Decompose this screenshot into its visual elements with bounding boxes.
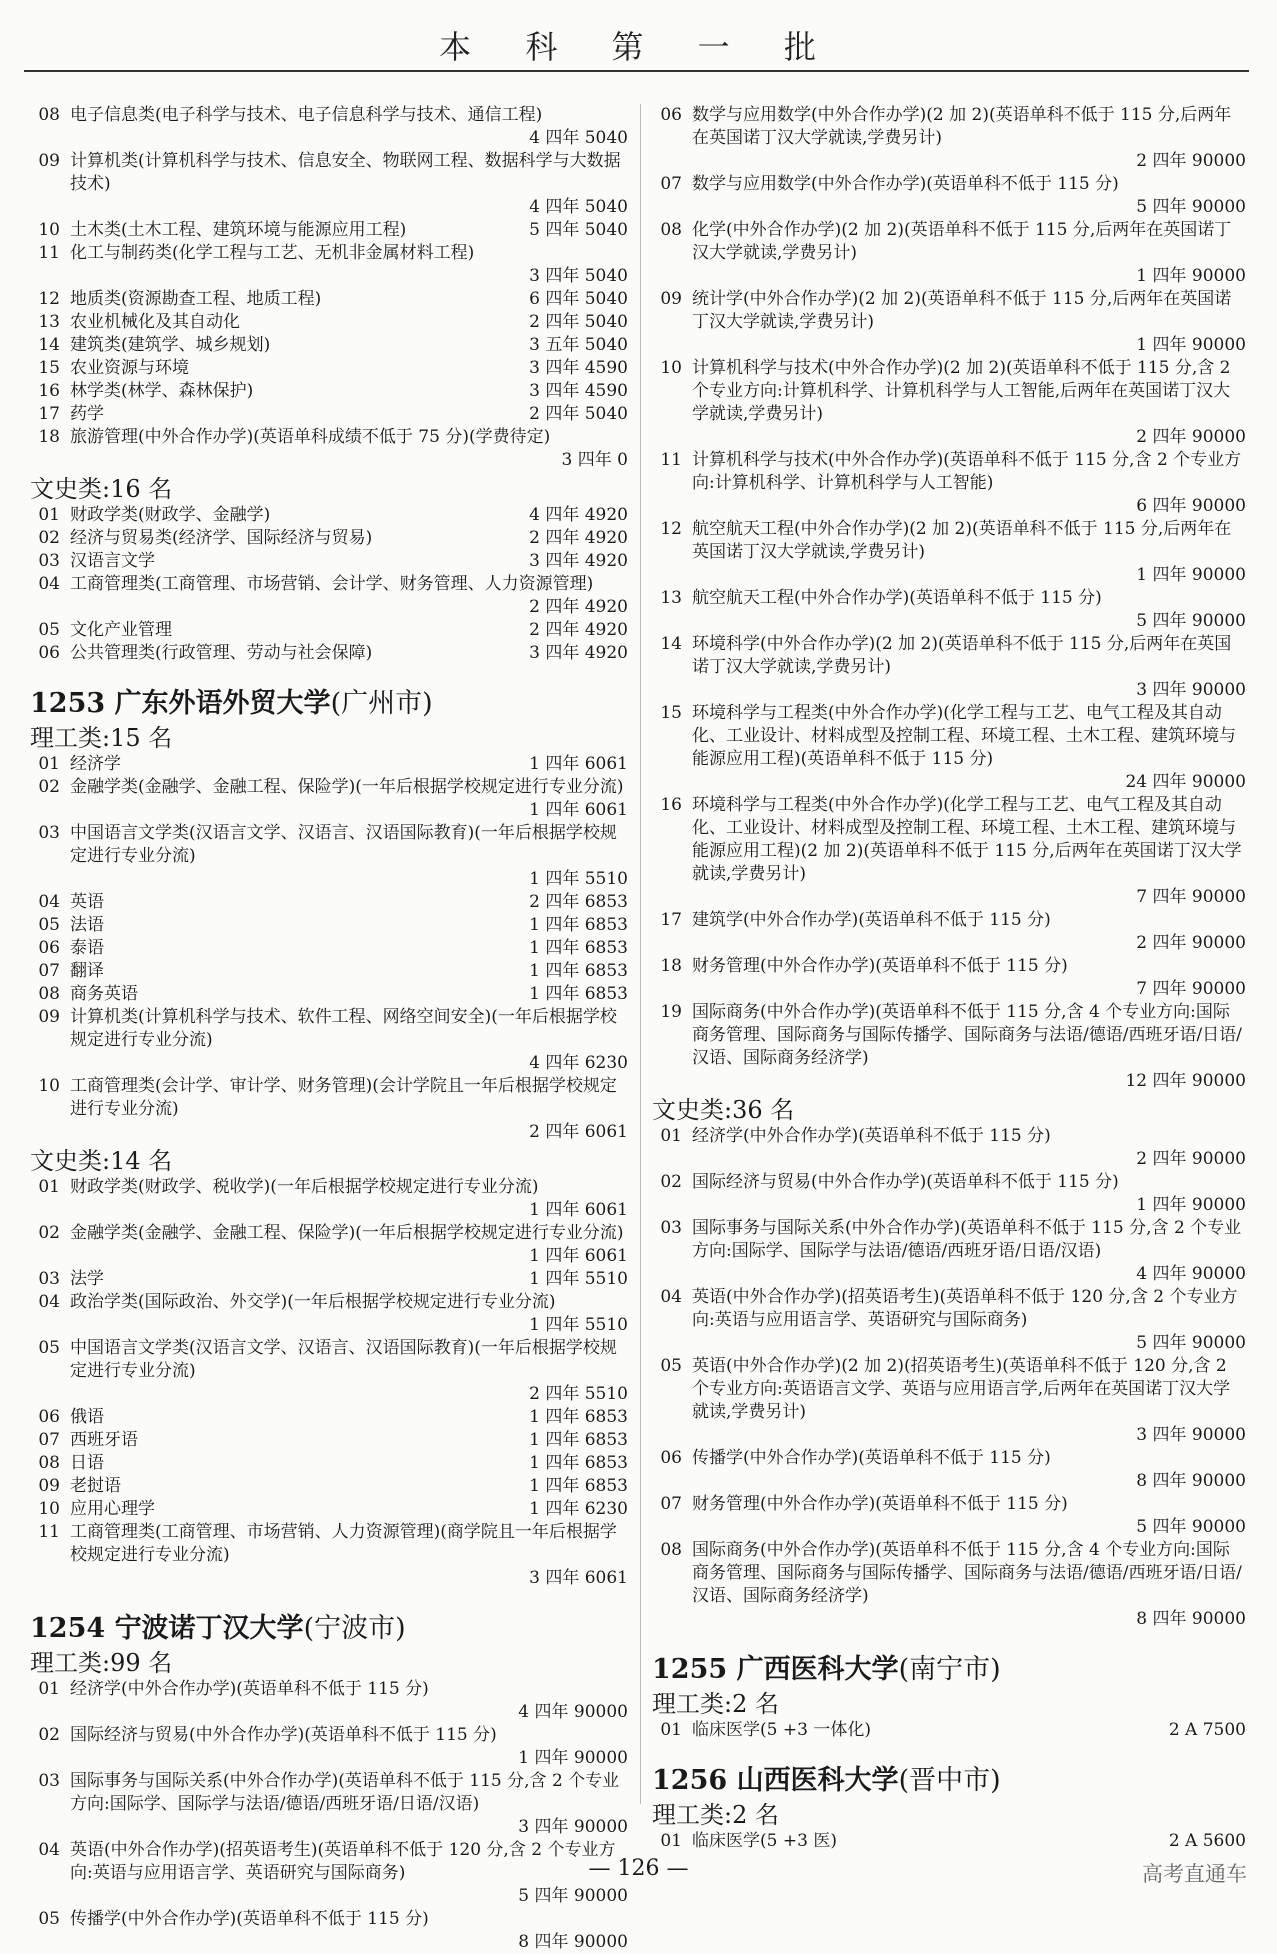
plan-quota: 1 四年 6853 bbox=[529, 915, 628, 935]
university-title bbox=[652, 1764, 1248, 1798]
plan-quota: 1 四年 6853 bbox=[529, 984, 628, 1004]
plan-quota: 1 四年 6061 bbox=[529, 1200, 628, 1220]
major-code: 18 bbox=[660, 956, 682, 976]
plan-quota: 1 四年 90000 bbox=[1136, 1195, 1246, 1215]
major-name: 建筑类(建筑学、城乡规划) bbox=[70, 335, 271, 355]
major-entry bbox=[30, 983, 630, 1006]
left-column bbox=[30, 104, 630, 1954]
plan-quota: 1 四年 6853 bbox=[529, 1407, 628, 1427]
major-name: 金融学类(金融学、金融工程、保险学)(一年后根据学校规定进行专业分流) bbox=[70, 777, 624, 797]
major-code: 09 bbox=[660, 289, 682, 309]
plan-quota: 3 四年 4920 bbox=[529, 551, 628, 571]
major-code: 19 bbox=[660, 1002, 682, 1022]
plan-quota: 2 四年 6853 bbox=[529, 892, 628, 912]
major-code: 04 bbox=[38, 1840, 60, 1860]
major-name: 工商管理类(工商管理、市场营销、会计学、财务管理、人力资源管理) bbox=[70, 574, 594, 594]
university-city: (宁波市) bbox=[303, 1613, 406, 1644]
major-code: 07 bbox=[660, 174, 682, 194]
major-entry bbox=[652, 1286, 1248, 1355]
major-name: 工商管理类(工商管理、市场营销、人力资源管理)(商学院且一年后根据学校规定进行专业分流) bbox=[70, 1522, 617, 1565]
major-entry bbox=[30, 891, 630, 914]
university-title bbox=[30, 687, 630, 721]
plan-quota: 2 四年 6061 bbox=[529, 1122, 628, 1142]
major-code: 06 bbox=[660, 105, 682, 125]
major-code: 11 bbox=[38, 1522, 60, 1542]
major-name: 国际商务(中外合作办学)(英语单科不低于 115 分,含 4 个专业方向:国际商务管理、国际商务与国际传播学、国际商务与法语/德语/西班牙语/日语/汉语、国际商务经济学) bbox=[692, 1002, 1242, 1068]
major-name: 数学与应用数学(中外合作办学)(英语单科不低于 115 分) bbox=[692, 174, 1119, 194]
major-code: 12 bbox=[38, 289, 60, 309]
major-name: 汉语言文学 bbox=[70, 551, 155, 571]
major-entry bbox=[30, 504, 630, 527]
major-name: 农业机械化及其自动化 bbox=[70, 312, 240, 332]
plan-quota: 2 四年 5040 bbox=[529, 312, 628, 332]
major-name: 中国语言文学类(汉语言文学、汉语言、汉语国际教育)(一年后根据学校规定进行专业分流) bbox=[70, 823, 617, 866]
major-entry bbox=[30, 619, 630, 642]
major-entry bbox=[30, 1406, 630, 1429]
university-city: (晋中市) bbox=[898, 1765, 1001, 1796]
major-entry bbox=[652, 794, 1248, 909]
category-title: 理工类:15 名 bbox=[30, 724, 173, 752]
major-entry bbox=[30, 1075, 630, 1144]
major-entry bbox=[30, 960, 630, 983]
university-title bbox=[652, 1653, 1248, 1687]
plan-quota: 2 四年 90000 bbox=[1136, 151, 1246, 171]
plan-quota: 1 四年 5510 bbox=[529, 1269, 628, 1289]
plan-quota: 1 四年 90000 bbox=[1136, 565, 1246, 585]
major-code: 09 bbox=[38, 151, 60, 171]
university-city: (广州市) bbox=[330, 688, 433, 719]
category-title: 文史类:36 名 bbox=[652, 1096, 795, 1124]
plan-quota: 5 四年 5040 bbox=[529, 220, 628, 240]
plan-quota: 1 四年 90000 bbox=[1136, 335, 1246, 355]
major-name: 西班牙语 bbox=[70, 1430, 138, 1450]
major-entry bbox=[30, 527, 630, 550]
major-code: 15 bbox=[660, 703, 682, 723]
plan-quota: 5 四年 90000 bbox=[1136, 197, 1246, 217]
plan-quota: 5 四年 90000 bbox=[1136, 1333, 1246, 1353]
major-entry bbox=[30, 380, 630, 403]
major-name: 旅游管理(中外合作办学)(英语单科成绩不低于 75 分)(学费待定) bbox=[70, 427, 551, 447]
major-code: 05 bbox=[660, 1356, 682, 1376]
major-name: 国际事务与国际关系(中外合作办学)(英语单科不低于 115 分,含 2 个专业方向:国际学、国际学与法语/德语/西班牙语/日语/汉语) bbox=[70, 1771, 620, 1814]
major-entry bbox=[30, 642, 630, 665]
major-code: 15 bbox=[38, 358, 60, 378]
major-code: 03 bbox=[660, 1218, 682, 1238]
major-entry bbox=[30, 426, 630, 472]
major-code: 10 bbox=[38, 1499, 60, 1519]
major-code: 08 bbox=[660, 1540, 682, 1560]
major-name: 财政学类(财政学、税收学)(一年后根据学校规定进行专业分流) bbox=[70, 1177, 539, 1197]
major-entry bbox=[30, 1176, 630, 1222]
major-name: 临床医学(5 +3 医) bbox=[692, 1831, 837, 1851]
major-entry bbox=[652, 1001, 1248, 1093]
major-name: 文化产业管理 bbox=[70, 620, 172, 640]
major-entry bbox=[30, 776, 630, 822]
plan-quota: 2 A 5600 bbox=[1168, 1831, 1246, 1851]
plan-quota: 1 四年 5510 bbox=[529, 869, 628, 889]
plan-quota: 2 四年 5510 bbox=[529, 1384, 628, 1404]
major-code: 01 bbox=[660, 1126, 682, 1146]
plan-quota: 2 四年 4920 bbox=[529, 620, 628, 640]
major-name: 翻译 bbox=[70, 961, 104, 981]
major-code: 06 bbox=[38, 1407, 60, 1427]
major-name: 政治学类(国际政治、外交学)(一年后根据学校规定进行专业分流) bbox=[70, 1292, 556, 1312]
major-code: 13 bbox=[38, 312, 60, 332]
major-name: 计算机类(计算机科学与技术、软件工程、网络空间安全)(一年后根据学校规定进行专业分流) bbox=[70, 1007, 617, 1050]
major-name: 电子信息类(电子科学与技术、电子信息科学与技术、通信工程) bbox=[70, 105, 543, 125]
major-code: 03 bbox=[38, 551, 60, 571]
plan-quota: 3 四年 90000 bbox=[1136, 1425, 1246, 1445]
plan-quota: 2 四年 90000 bbox=[1136, 427, 1246, 447]
major-entry bbox=[30, 288, 630, 311]
major-name: 泰语 bbox=[70, 938, 104, 958]
category-title: 理工类:99 名 bbox=[30, 1649, 173, 1677]
major-code: 08 bbox=[38, 1453, 60, 1473]
major-entry bbox=[30, 1337, 630, 1406]
major-entry bbox=[652, 518, 1248, 587]
major-entry bbox=[30, 242, 630, 288]
major-entry bbox=[30, 1452, 630, 1475]
major-name: 计算机类(计算机科学与技术、信息安全、物联网工程、数据科学与大数据技术) bbox=[70, 151, 621, 194]
major-name: 土木类(土木工程、建筑环境与能源应用工程) bbox=[70, 220, 407, 240]
major-name: 计算机科学与技术(中外合作办学)(2 加 2)(英语单科不低于 115 分,含 2 个专业方向:计算机科学、计算机科学与人工智能,后两年在英国诺丁汉大学就读,学费另计) bbox=[692, 358, 1231, 424]
watermark-text: 高考直通车 bbox=[1142, 1862, 1247, 1886]
major-name: 中国语言文学类(汉语言文学、汉语言、汉语国际教育)(一年后根据学校规定进行专业分流) bbox=[70, 1338, 617, 1381]
major-code: 04 bbox=[38, 1292, 60, 1312]
major-code: 05 bbox=[38, 620, 60, 640]
major-code: 17 bbox=[38, 404, 60, 424]
major-name: 化工与制药类(化学工程与工艺、无机非金属材料工程) bbox=[70, 243, 475, 263]
major-name: 财政学类(财政学、金融学) bbox=[70, 505, 271, 525]
university-code: 1253 bbox=[30, 688, 106, 719]
plan-quota: 1 四年 6853 bbox=[529, 938, 628, 958]
university-name: 广西医科大学 bbox=[736, 1654, 899, 1685]
major-entry bbox=[652, 449, 1248, 518]
major-name: 英语(中外合作办学)(招英语考生)(英语单科不低于 120 分,含 2 个专业方向:英语与应用语言学、英语研究与国际商务) bbox=[70, 1840, 616, 1883]
major-name: 传播学(中外合作办学)(英语单科不低于 115 分) bbox=[692, 1448, 1051, 1468]
major-code: 02 bbox=[660, 1172, 682, 1192]
major-name: 国际事务与国际关系(中外合作办学)(英语单科不低于 115 分,含 2 个专业方向:国际学、国际学与法语/德语/西班牙语/日语/汉语) bbox=[692, 1218, 1242, 1261]
major-code: 09 bbox=[38, 1007, 60, 1027]
page-number: — 126 — bbox=[588, 1856, 689, 1881]
major-entry bbox=[30, 1268, 630, 1291]
plan-quota: 4 四年 90000 bbox=[1136, 1264, 1246, 1284]
major-name: 国际经济与贸易(中外合作办学)(英语单科不低于 115 分) bbox=[692, 1172, 1119, 1192]
university-city: (南宁市) bbox=[898, 1654, 1001, 1685]
major-entry bbox=[652, 633, 1248, 702]
major-entry bbox=[30, 937, 630, 960]
major-code: 14 bbox=[38, 335, 60, 355]
plan-quota: 3 四年 4920 bbox=[529, 643, 628, 663]
major-entry bbox=[652, 1171, 1248, 1217]
major-entry bbox=[652, 1493, 1248, 1539]
major-entry bbox=[652, 1355, 1248, 1447]
major-name: 地质类(资源勘查工程、地质工程) bbox=[70, 289, 322, 309]
major-entry bbox=[30, 1429, 630, 1452]
plan-quota: 2 四年 4920 bbox=[529, 597, 628, 617]
university-name: 山西医科大学 bbox=[736, 1765, 899, 1796]
category-title: 文史类:14 名 bbox=[30, 1147, 173, 1175]
university-name: 广东外语外贸大学 bbox=[114, 688, 331, 719]
right-column bbox=[652, 104, 1248, 1853]
plan-quota: 3 四年 90000 bbox=[1136, 680, 1246, 700]
major-entry bbox=[30, 1291, 630, 1337]
major-entry bbox=[30, 357, 630, 380]
plan-quota: 3 四年 4590 bbox=[529, 381, 628, 401]
plan-quota: 24 四年 90000 bbox=[1125, 772, 1246, 792]
plan-quota: 3 四年 90000 bbox=[518, 1817, 628, 1837]
major-entry bbox=[30, 1475, 630, 1498]
major-entry bbox=[652, 909, 1248, 955]
major-entry bbox=[30, 219, 630, 242]
major-entry bbox=[30, 1724, 630, 1770]
major-code: 10 bbox=[38, 220, 60, 240]
page-header: 本 科 第 一 批 bbox=[439, 28, 838, 66]
category-title: 文史类:16 名 bbox=[30, 475, 173, 503]
major-name: 英语(中外合作办学)(2 加 2)(招英语考生)(英语单科不低于 120 分,含 2 个专业方向:英语语言文学、英语与应用语言学,后两年在英国诺丁汉大学就读,学费另计) bbox=[692, 1356, 1231, 1422]
major-code: 07 bbox=[38, 1430, 60, 1450]
major-code: 01 bbox=[38, 505, 60, 525]
major-code: 06 bbox=[660, 1448, 682, 1468]
major-code: 02 bbox=[38, 1725, 60, 1745]
plan-quota: 5 四年 90000 bbox=[1136, 1517, 1246, 1537]
major-entry bbox=[652, 104, 1248, 173]
university-title bbox=[30, 1612, 630, 1646]
major-entry bbox=[30, 104, 630, 150]
plan-quota: 2 四年 4920 bbox=[529, 528, 628, 548]
major-code: 01 bbox=[38, 1679, 60, 1699]
plan-quota: 1 四年 6853 bbox=[529, 1430, 628, 1450]
major-name: 环境科学与工程类(中外合作办学)(化学工程与工艺、电气工程及其自动化、工业设计、材料成型及控制工程、环境工程、土木工程、建筑环境与能源应用工程)(英语单科不低于 115 分) bbox=[692, 703, 1236, 769]
major-name: 国际经济与贸易(中外合作办学)(英语单科不低于 115 分) bbox=[70, 1725, 497, 1745]
plan-quota: 3 四年 5040 bbox=[529, 266, 628, 286]
major-code: 06 bbox=[38, 643, 60, 663]
university-code: 1256 bbox=[652, 1765, 728, 1796]
plan-quota: 2 四年 5040 bbox=[529, 404, 628, 424]
major-name: 经济学 bbox=[70, 754, 121, 774]
major-entry bbox=[652, 288, 1248, 357]
major-name: 英语(中外合作办学)(招英语考生)(英语单科不低于 120 分,含 2 个专业方向:英语与应用语言学、英语研究与国际商务) bbox=[692, 1287, 1238, 1330]
plan-quota: 1 四年 6061 bbox=[529, 754, 628, 774]
major-entry bbox=[652, 173, 1248, 219]
major-entry bbox=[30, 914, 630, 937]
major-entry bbox=[652, 1447, 1248, 1493]
plan-quota: 8 四年 90000 bbox=[1136, 1471, 1246, 1491]
major-name: 传播学(中外合作办学)(英语单科不低于 115 分) bbox=[70, 1909, 429, 1929]
plan-quota: 1 四年 5510 bbox=[529, 1315, 628, 1335]
plan-quota: 6 四年 90000 bbox=[1136, 496, 1246, 516]
plan-quota: 3 四年 6061 bbox=[529, 1568, 628, 1588]
major-name: 老挝语 bbox=[70, 1476, 121, 1496]
major-code: 18 bbox=[38, 427, 60, 447]
major-name: 财务管理(中外合作办学)(英语单科不低于 115 分) bbox=[692, 956, 1068, 976]
plan-quota: 1 四年 6853 bbox=[529, 1453, 628, 1473]
major-name: 航空航天工程(中外合作办学)(英语单科不低于 115 分) bbox=[692, 588, 1102, 608]
major-name: 经济学(中外合作办学)(英语单科不低于 115 分) bbox=[70, 1679, 429, 1699]
major-name: 公共管理类(行政管理、劳动与社会保障) bbox=[70, 643, 373, 663]
major-name: 林学类(林学、森林保护) bbox=[70, 381, 254, 401]
university-code: 1254 bbox=[30, 1613, 106, 1644]
major-code: 08 bbox=[38, 984, 60, 1004]
major-name: 法语 bbox=[70, 915, 104, 935]
column-divider bbox=[640, 104, 641, 1804]
major-code: 04 bbox=[38, 574, 60, 594]
major-entry bbox=[652, 702, 1248, 794]
major-code: 02 bbox=[38, 528, 60, 548]
major-code: 13 bbox=[660, 588, 682, 608]
major-entry bbox=[30, 403, 630, 426]
major-entry bbox=[30, 1521, 630, 1590]
major-name: 经济与贸易类(经济学、国际经济与贸易) bbox=[70, 528, 373, 548]
major-code: 09 bbox=[38, 1476, 60, 1496]
major-code: 04 bbox=[38, 892, 60, 912]
major-name: 商务英语 bbox=[70, 984, 138, 1004]
major-name: 计算机科学与技术(中外合作办学)(英语单科不低于 115 分,含 2 个专业方向:计算机科学、计算机科学与人工智能) bbox=[692, 450, 1242, 493]
plan-quota: 1 四年 6061 bbox=[529, 800, 628, 820]
major-entry bbox=[30, 753, 630, 776]
major-name: 日语 bbox=[70, 1453, 104, 1473]
major-code: 14 bbox=[660, 634, 682, 654]
major-name: 数学与应用数学(中外合作办学)(2 加 2)(英语单科不低于 115 分,后两年在英国诺丁汉大学就读,学费另计) bbox=[692, 105, 1232, 148]
major-name: 英语 bbox=[70, 892, 104, 912]
major-entry bbox=[652, 587, 1248, 633]
major-entry bbox=[652, 219, 1248, 288]
major-entry bbox=[30, 1222, 630, 1268]
plan-quota: 8 四年 90000 bbox=[518, 1932, 628, 1952]
major-name: 统计学(中外合作办学)(2 加 2)(英语单科不低于 115 分,后两年在英国诺丁汉大学就读,学费另计) bbox=[692, 289, 1232, 332]
major-entry bbox=[30, 822, 630, 891]
plan-quota: 6 四年 5040 bbox=[529, 289, 628, 309]
major-code: 02 bbox=[38, 1223, 60, 1243]
plan-quota: 4 四年 5040 bbox=[529, 128, 628, 148]
plan-quota: 3 四年 4590 bbox=[529, 358, 628, 378]
plan-quota: 1 四年 90000 bbox=[1136, 266, 1246, 286]
major-code: 16 bbox=[660, 795, 682, 815]
major-code: 07 bbox=[38, 961, 60, 981]
major-entry bbox=[30, 1678, 630, 1724]
plan-quota: 1 四年 6853 bbox=[529, 1476, 628, 1496]
major-name: 法学 bbox=[70, 1269, 104, 1289]
major-entry bbox=[30, 1498, 630, 1521]
major-code: 03 bbox=[38, 1269, 60, 1289]
plan-quota: 4 四年 5040 bbox=[529, 197, 628, 217]
major-code: 01 bbox=[38, 1177, 60, 1197]
major-name: 应用心理学 bbox=[70, 1499, 155, 1519]
major-entry bbox=[652, 357, 1248, 449]
major-code: 01 bbox=[38, 754, 60, 774]
major-entry bbox=[30, 1770, 630, 1839]
plan-quota: 7 四年 90000 bbox=[1136, 887, 1246, 907]
major-name: 农业资源与环境 bbox=[70, 358, 189, 378]
header-rule bbox=[24, 70, 1249, 72]
category-title: 理工类:2 名 bbox=[652, 1690, 779, 1718]
major-entry bbox=[652, 955, 1248, 1001]
major-entry bbox=[652, 1719, 1248, 1742]
major-entry bbox=[652, 1830, 1248, 1853]
major-name: 金融学类(金融学、金融工程、保险学)(一年后根据学校规定进行专业分流) bbox=[70, 1223, 624, 1243]
major-code: 02 bbox=[38, 777, 60, 797]
major-name: 财务管理(中外合作办学)(英语单科不低于 115 分) bbox=[692, 1494, 1068, 1514]
plan-quota: 12 四年 90000 bbox=[1125, 1071, 1246, 1091]
major-code: 10 bbox=[660, 358, 682, 378]
major-code: 06 bbox=[38, 938, 60, 958]
plan-quota: 1 四年 6853 bbox=[529, 961, 628, 981]
major-name: 药学 bbox=[70, 404, 104, 424]
plan-quota: 1 四年 90000 bbox=[518, 1748, 628, 1768]
major-entry bbox=[30, 1908, 630, 1954]
plan-quota: 4 四年 90000 bbox=[518, 1702, 628, 1722]
major-name: 临床医学(5 +3 一体化) bbox=[692, 1720, 871, 1740]
major-code: 12 bbox=[660, 519, 682, 539]
major-entry bbox=[652, 1539, 1248, 1631]
university-name: 宁波诺丁汉大学 bbox=[114, 1613, 304, 1644]
major-code: 01 bbox=[660, 1720, 682, 1740]
major-name: 经济学(中外合作办学)(英语单科不低于 115 分) bbox=[692, 1126, 1051, 1146]
major-entry bbox=[30, 311, 630, 334]
major-code: 03 bbox=[38, 1771, 60, 1791]
major-code: 03 bbox=[38, 823, 60, 843]
major-name: 航空航天工程(中外合作办学)(2 加 2)(英语单科不低于 115 分,后两年在英国诺丁汉大学就读,学费另计) bbox=[692, 519, 1232, 562]
major-code: 01 bbox=[660, 1831, 682, 1851]
major-code: 17 bbox=[660, 910, 682, 930]
major-code: 05 bbox=[38, 1338, 60, 1358]
major-entry bbox=[30, 1006, 630, 1075]
major-code: 11 bbox=[660, 450, 682, 470]
plan-quota: 5 四年 90000 bbox=[1136, 611, 1246, 631]
plan-quota: 1 四年 6230 bbox=[529, 1499, 628, 1519]
major-code: 11 bbox=[38, 243, 60, 263]
major-name: 工商管理类(会计学、审计学、财务管理)(会计学院且一年后根据学校规定进行专业分流) bbox=[70, 1076, 617, 1119]
plan-quota: 2 四年 90000 bbox=[1136, 933, 1246, 953]
plan-quota: 5 四年 90000 bbox=[518, 1886, 628, 1906]
major-entry bbox=[30, 334, 630, 357]
major-name: 俄语 bbox=[70, 1407, 104, 1427]
major-code: 10 bbox=[38, 1076, 60, 1096]
major-name: 环境科学与工程类(中外合作办学)(化学工程与工艺、电气工程及其自动化、工业设计、材料成型及控制工程、环境工程、土木工程、建筑环境与能源应用工程)(2 加 2)(英语单科不低于 115 分,后两年在英国诺丁汉大学就读,学费另计) bbox=[692, 795, 1242, 884]
plan-quota: 7 四年 90000 bbox=[1136, 979, 1246, 999]
major-entry bbox=[652, 1125, 1248, 1171]
major-name: 国际商务(中外合作办学)(英语单科不低于 115 分,含 4 个专业方向:国际商务管理、国际商务与国际传播学、国际商务与法语/德语/西班牙语/日语/汉语、国际商务经济学) bbox=[692, 1540, 1242, 1606]
major-code: 05 bbox=[38, 915, 60, 935]
major-code: 08 bbox=[660, 220, 682, 240]
plan-quota: 2 四年 90000 bbox=[1136, 1149, 1246, 1169]
major-code: 08 bbox=[38, 105, 60, 125]
category-title: 理工类:2 名 bbox=[652, 1801, 779, 1829]
major-code: 16 bbox=[38, 381, 60, 401]
major-entry bbox=[30, 150, 630, 219]
major-name: 建筑学(中外合作办学)(英语单科不低于 115 分) bbox=[692, 910, 1051, 930]
major-code: 07 bbox=[660, 1494, 682, 1514]
plan-quota: 4 四年 6230 bbox=[529, 1053, 628, 1073]
plan-quota: 3 五年 5040 bbox=[529, 335, 628, 355]
plan-quota: 1 四年 6061 bbox=[529, 1246, 628, 1266]
major-name: 环境科学(中外合作办学)(2 加 2)(英语单科不低于 115 分,后两年在英国诺丁汉大学就读,学费另计) bbox=[692, 634, 1232, 677]
major-code: 04 bbox=[660, 1287, 682, 1307]
major-name: 化学(中外合作办学)(2 加 2)(英语单科不低于 115 分,后两年在英国诺丁汉大学就读,学费另计) bbox=[692, 220, 1232, 263]
university-code: 1255 bbox=[652, 1654, 728, 1685]
plan-quota: 3 四年 0 bbox=[561, 450, 628, 470]
major-entry bbox=[30, 573, 630, 619]
major-code: 05 bbox=[38, 1909, 60, 1929]
major-entry bbox=[30, 550, 630, 573]
plan-quota: 8 四年 90000 bbox=[1136, 1609, 1246, 1629]
major-entry bbox=[652, 1217, 1248, 1286]
plan-quota: 4 四年 4920 bbox=[529, 505, 628, 525]
plan-quota: 2 A 7500 bbox=[1168, 1720, 1246, 1740]
